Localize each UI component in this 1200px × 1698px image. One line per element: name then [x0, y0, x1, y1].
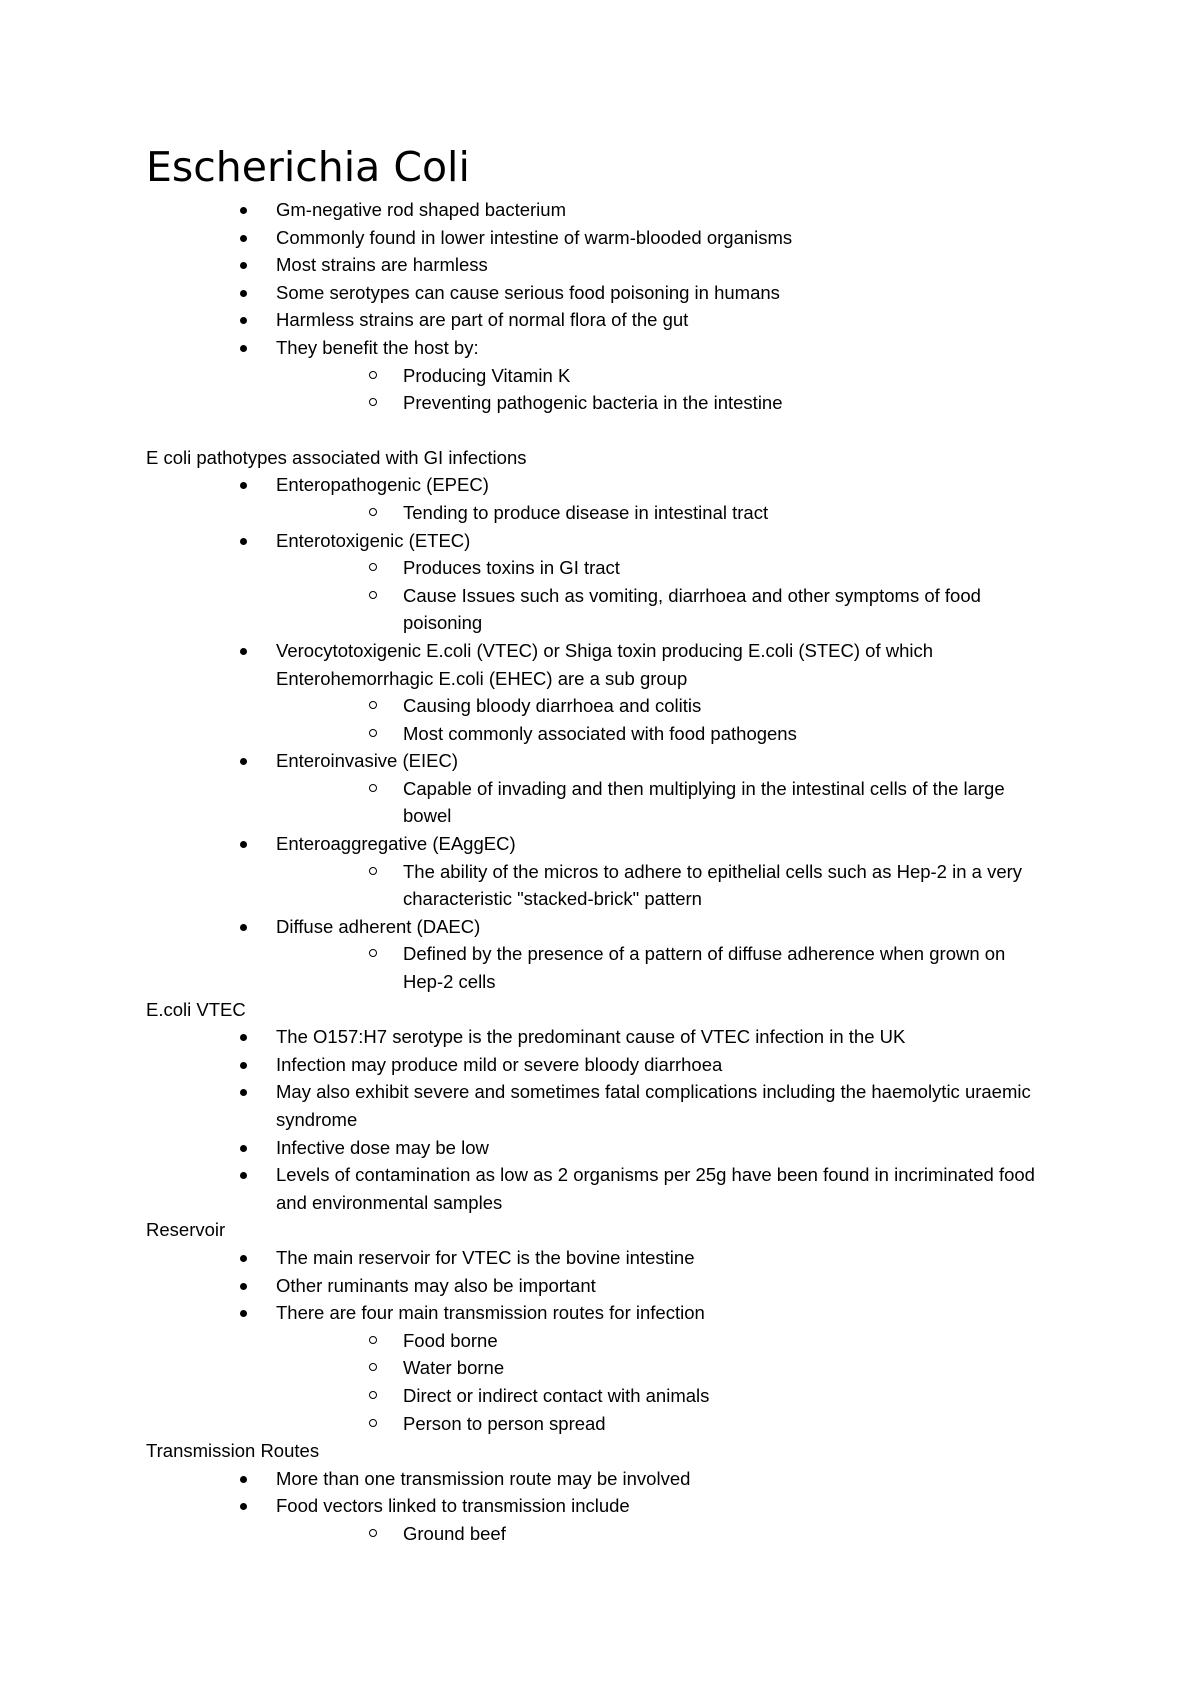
sub-bullet-list: [0, 1327, 1200, 1437]
list-item: [0, 747, 1200, 775]
sub-bullet-list: [0, 858, 1200, 913]
bullet-list: [0, 1465, 1200, 1548]
bullet-icon: [240, 538, 247, 545]
list-item: [0, 196, 1200, 224]
section-heading: Reservoir: [146, 1219, 226, 1241]
sub-bullet-list: [0, 1520, 1200, 1548]
list-item-text: Verocytotoxigenic E.coli (VTEC) or Shiga toxin producing E.coli (STEC) of which Enterohemorrhagic E.coli (EHEC) are a sub group: [276, 639, 934, 689]
list-item-text: Gm-negative rod shaped bacterium: [276, 199, 566, 220]
hollow-bullet-icon: [369, 1419, 377, 1427]
sub-list-item: [0, 1382, 1200, 1410]
hollow-bullet-icon: [369, 508, 377, 516]
bullet-icon: [240, 648, 247, 655]
sub-list-item-text: Capable of invading and then multiplying in the intestinal cells of the large bowel: [403, 777, 1005, 827]
sub-list-item: [0, 1327, 1200, 1355]
bullet-icon: [240, 345, 247, 352]
list-item-text: Diffuse adherent (DAEC): [276, 915, 481, 937]
list-item-text: Enteropathogenic (EPEC): [276, 474, 489, 496]
list-item-text: Infection may produce mild or severe bloody diarrhoea: [276, 1053, 723, 1075]
section: [0, 1437, 1200, 1547]
sub-list-item-text: Defined by the presence of a pattern of diffuse adherence when grown on Hep-2 cells: [403, 943, 1006, 993]
list-item-text: Commonly found in lower intestine of warm-blooded organisms: [276, 226, 793, 248]
sub-bullet-list: [0, 554, 1200, 637]
list-item: [0, 1051, 1200, 1079]
hollow-bullet-icon: [369, 729, 377, 737]
hollow-bullet-icon: [369, 1363, 377, 1371]
list-item-text: The O157:H7 serotype is the predominant cause of VTEC infection in the UK: [276, 1026, 906, 1048]
bullet-icon: [240, 1145, 247, 1152]
hollow-bullet-icon: [369, 1336, 377, 1344]
hollow-bullet-icon: [369, 371, 377, 379]
list-item: [0, 1272, 1200, 1300]
sub-list-item-text: Water borne: [403, 1357, 505, 1379]
list-item: [0, 1023, 1200, 1051]
sub-list-item-text: Most commonly associated with food pathogens: [403, 722, 797, 744]
sub-bullet-list: [0, 499, 1200, 527]
list-item: [0, 251, 1200, 279]
bullet-icon: [240, 1283, 247, 1290]
sub-list-item: [0, 692, 1200, 720]
bullet-icon: [240, 924, 247, 931]
hollow-bullet-icon: [369, 1529, 377, 1537]
sub-list-item: [0, 858, 1200, 913]
sub-list-item-text: The ability of the micros to adhere to epithelial cells such as Hep-2 in a very characteristic "stacked-brick" pattern: [403, 860, 1023, 910]
hollow-bullet-icon: [369, 701, 377, 709]
list-item: [0, 1492, 1200, 1520]
bullet-icon: [240, 482, 247, 489]
sub-bullet-list: [0, 775, 1200, 830]
document-title: Escherichia Coli: [146, 143, 470, 191]
bullet-icon: [240, 1310, 247, 1317]
sub-list-item-text: Cause Issues such as vomiting, diarrhoea and other symptoms of food poisoning: [403, 584, 981, 634]
hollow-bullet-icon: [369, 784, 377, 792]
list-item-text: Enteroinvasive (EIEC): [276, 750, 458, 772]
list-item: [0, 1078, 1200, 1133]
list-item: [0, 1161, 1200, 1216]
sub-list-item: [0, 389, 1200, 417]
section: [0, 444, 1200, 996]
bullet-icon: [240, 290, 247, 297]
bullet-icon: [240, 841, 247, 848]
sub-list-item: [0, 720, 1200, 748]
bullet-icon: [240, 1476, 247, 1483]
sub-list-item: [0, 362, 1200, 390]
list-item: [0, 224, 1200, 252]
bullet-icon: [240, 1089, 247, 1096]
bullet-icon: [240, 207, 247, 214]
list-item: [0, 1244, 1200, 1272]
sub-list-item: [0, 1410, 1200, 1438]
list-item: [0, 306, 1200, 334]
bullet-icon: [240, 317, 247, 324]
hollow-bullet-icon: [369, 1391, 377, 1399]
sub-list-item-text: Ground beef: [403, 1522, 506, 1544]
list-item-text: There are four main transmission routes for infection: [276, 1302, 705, 1324]
bullet-icon: [240, 1062, 247, 1069]
list-item: [0, 1134, 1200, 1162]
section-heading: E coli pathotypes associated with GI infections: [146, 446, 527, 468]
sub-list-item: [0, 775, 1200, 830]
sub-list-item-text: Producing Vitamin K: [403, 364, 571, 386]
bullet-icon: [240, 235, 247, 242]
sub-bullet-list: [0, 940, 1200, 995]
intro-block: [0, 196, 1200, 417]
bullet-list: [0, 196, 1200, 417]
bullet-icon: [240, 1172, 247, 1179]
hollow-bullet-icon: [369, 591, 377, 599]
list-item-text: The main reservoir for VTEC is the bovine intestine: [276, 1246, 695, 1268]
list-item: [0, 527, 1200, 555]
list-item-text: They benefit the host by:: [276, 336, 479, 358]
list-item: [0, 279, 1200, 307]
sub-bullet-list: [0, 692, 1200, 747]
sections-block: [0, 417, 1200, 1548]
bullet-icon: [240, 262, 247, 269]
hollow-bullet-icon: [369, 867, 377, 875]
sub-list-item: [0, 582, 1200, 637]
sub-list-item-text: Causing bloody diarrhoea and colitis: [403, 695, 702, 717]
sub-list-item-text: Food borne: [403, 1329, 498, 1351]
list-item: [0, 913, 1200, 941]
sub-list-item-text: Produces toxins in GI tract: [403, 557, 620, 579]
list-item-text: Enterotoxigenic (ETEC): [276, 529, 471, 551]
hollow-bullet-icon: [369, 949, 377, 957]
list-item: [0, 830, 1200, 858]
sub-list-item-text: Preventing pathogenic bacteria in the intestine: [403, 392, 783, 414]
sub-list-item: [0, 1520, 1200, 1548]
bullet-list: [0, 1023, 1200, 1216]
sub-bullet-list: [0, 362, 1200, 417]
sub-list-item: [0, 499, 1200, 527]
bullet-list: [0, 471, 1200, 995]
sub-list-item: [0, 554, 1200, 582]
bullet-icon: [240, 1255, 247, 1262]
list-item-text: Some serotypes can cause serious food poisoning in humans: [276, 281, 780, 303]
bullet-icon: [240, 1503, 247, 1510]
list-item-text: Other ruminants may also be important: [276, 1274, 596, 1296]
bullet-icon: [240, 1034, 247, 1041]
list-item-text: Infective dose may be low: [276, 1136, 489, 1158]
section-heading: Transmission Routes: [146, 1440, 320, 1462]
sub-list-item: [0, 1354, 1200, 1382]
list-item-text: May also exhibit severe and sometimes fatal complications including the haemolytic uraemic syndrome: [276, 1081, 1031, 1130]
hollow-bullet-icon: [369, 398, 377, 406]
list-item: [0, 1299, 1200, 1327]
list-item: [0, 637, 1200, 692]
list-item-text: Harmless strains are part of normal flora of the gut: [276, 309, 689, 331]
sub-list-item-text: Person to person spread: [403, 1412, 606, 1434]
list-item: [0, 334, 1200, 362]
list-item-text: Levels of contamination as low as 2 organisms per 25g have been found in incriminated food and environmental samples: [276, 1164, 1035, 1213]
sub-list-item: [0, 940, 1200, 995]
sub-list-item-text: Tending to produce disease in intestinal tract: [403, 501, 769, 523]
list-item-text: More than one transmission route may be involved: [276, 1467, 691, 1489]
hollow-bullet-icon: [369, 563, 377, 571]
list-item-text: Enteroaggregative (EAggEC): [276, 833, 516, 855]
list-item: [0, 1465, 1200, 1493]
section-spacer: [0, 417, 1200, 444]
bullet-list: [0, 1244, 1200, 1437]
list-item-text: Most strains are harmless: [276, 254, 488, 276]
bullet-icon: [240, 758, 247, 765]
list-item-text: Food vectors linked to transmission include: [276, 1495, 630, 1517]
section: [0, 1216, 1200, 1437]
sub-list-item-text: Direct or indirect contact with animals: [403, 1384, 710, 1406]
section: [0, 996, 1200, 1217]
list-item: [0, 471, 1200, 499]
section-heading: E.coli VTEC: [146, 998, 246, 1020]
